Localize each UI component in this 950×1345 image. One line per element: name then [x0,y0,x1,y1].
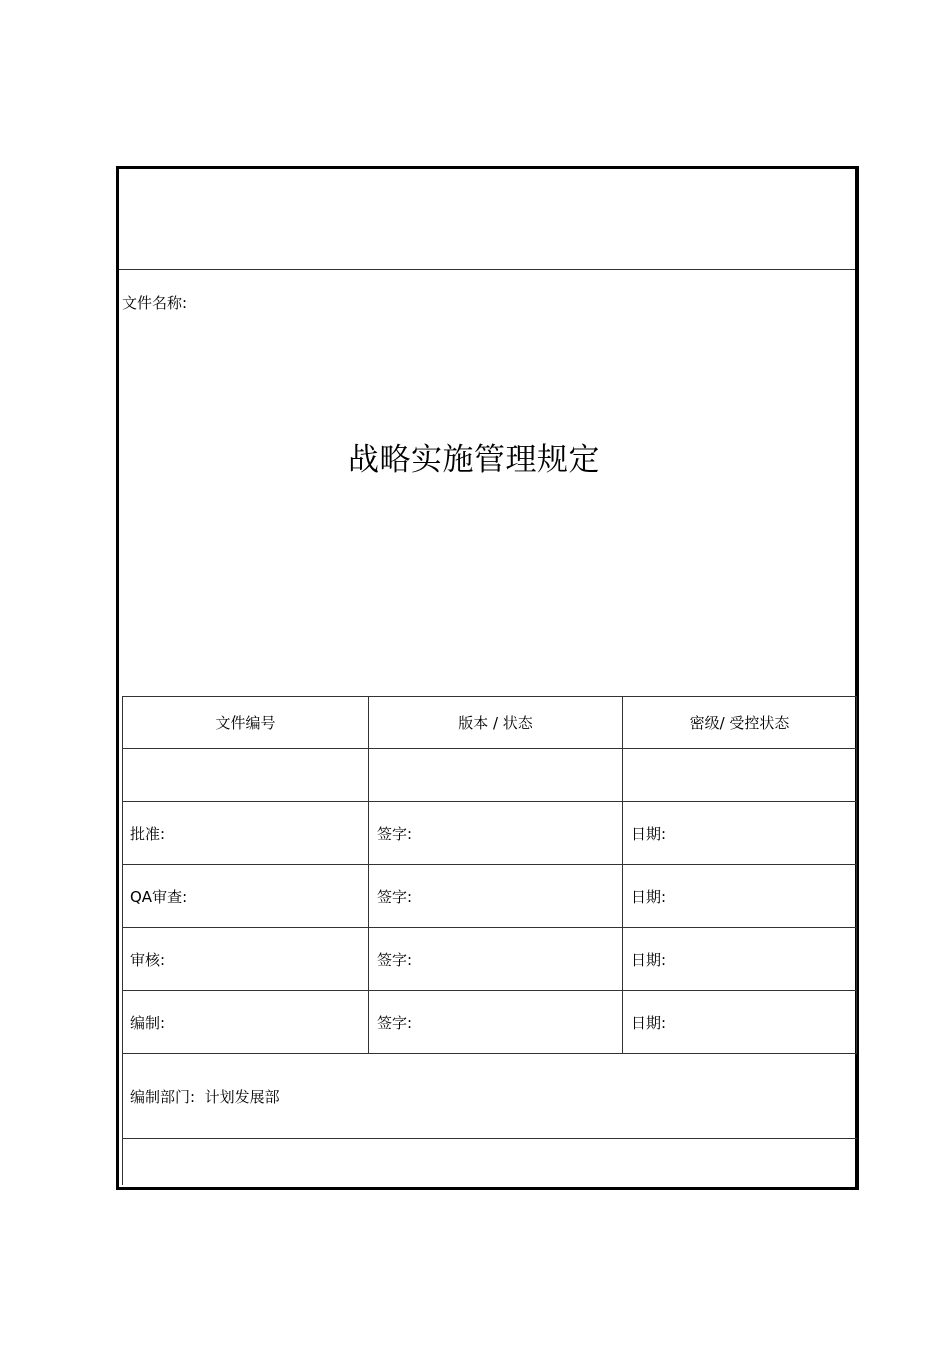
version-status-value [369,749,623,802]
footer-blank-cell [123,1139,857,1186]
file-name-label: 文件名称: [122,294,188,312]
approval-table [122,696,857,1185]
qa-review-label: QA审查: [123,865,369,928]
approve-label: 批准: [123,802,369,865]
compile-date-label: 日期: [623,991,857,1054]
approve-date-label: 日期: [623,802,857,865]
audit-date-label: 日期: [623,928,857,991]
department-label: 编制部门: [130,1087,196,1106]
header-confidentiality-status: 密级/ 受控状态 [623,697,857,749]
header-file-number: 文件编号 [123,697,369,749]
document-title: 战略实施管理规定 [348,442,600,478]
table-row [123,991,857,1054]
qa-review-sign-label: 签字: [369,865,623,928]
confidentiality-status-value [623,749,857,802]
document-frame [116,166,859,1190]
department-cell [123,1054,857,1139]
table-row [123,928,857,991]
table-row [123,802,857,865]
table-value-row [123,749,857,802]
compile-label: 编制: [123,991,369,1054]
department-row [123,1054,857,1139]
approve-sign-label: 签字: [369,802,623,865]
file-number-value [123,749,369,802]
audit-sign-label: 签字: [369,928,623,991]
table-header-row [123,697,857,749]
header-band [119,169,855,270]
department-value: 计划发展部 [204,1087,280,1106]
table-row [123,865,857,928]
qa-review-date-label: 日期: [623,865,857,928]
footer-blank-row [123,1139,857,1186]
header-version-status: 版本 / 状态 [369,697,623,749]
audit-label: 审核: [123,928,369,991]
compile-sign-label: 签字: [369,991,623,1054]
